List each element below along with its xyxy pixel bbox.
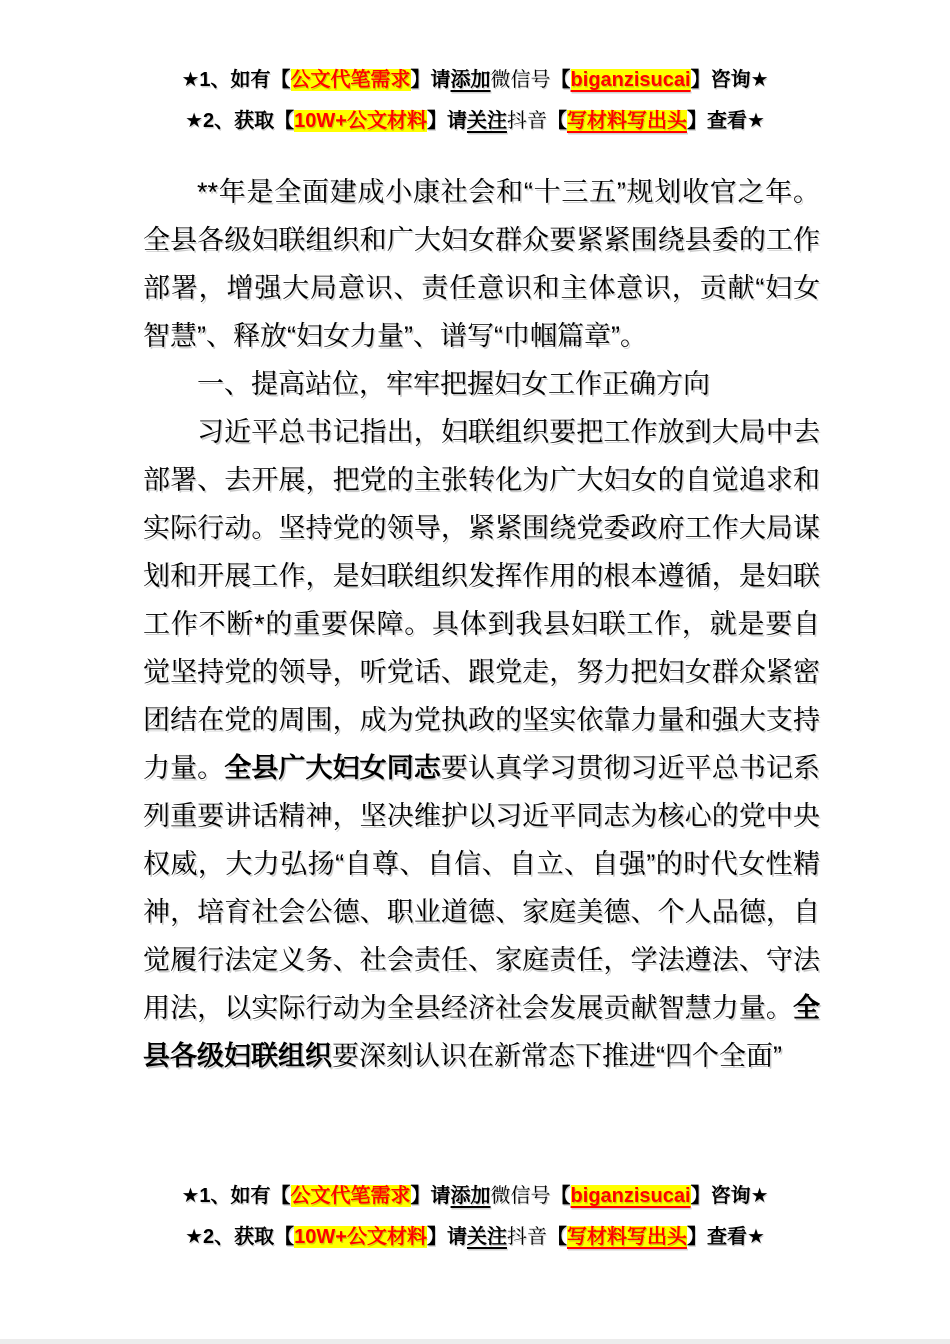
text-segment: 【: [550, 69, 571, 91]
text-segment: 添加: [450, 1185, 491, 1207]
text-segment: 【: [546, 1226, 567, 1248]
text-segment: 要认真学习贯彻习近平总书记系列重要讲话精神，坚决维护以习近平同志为核心的党中央权威，大力弘扬“自尊、自信、自立、自强”的时代女性精神，培育社会公德、职业道德、家庭美德、个人品德，自觉履行法定义务、社会责任、家庭责任，学法遵法、守法用法，以实际行动为全县经济社会发展贡献智慧力量。: [143, 753, 821, 1023]
text-segment: ★1、如有【: [181, 69, 291, 91]
text-segment: 微信号: [490, 69, 551, 91]
paragraph-intro: **年是全面建成小康社会和“十三五”规划收官之年。全县各级妇联组织和广大妇女群众要紧紧围绕县委的工作部署，增强大局意识、责任意识和主体意识，贡献“妇女智慧”、释放“妇女力量”、谱写“巾帼篇章”。: [143, 177, 820, 351]
text-segment: 关注: [466, 110, 507, 132]
text-segment: 关注: [466, 1226, 507, 1248]
text-segment: 10W+公文材料: [294, 1226, 427, 1248]
text-segment: ★2、获取【: [185, 110, 295, 132]
text-segment: 公文代笔需求: [290, 69, 411, 91]
text-segment: biganzisucai: [570, 1185, 691, 1207]
promo-line-2: [0, 1217, 950, 1258]
text-segment: 添加: [450, 69, 491, 91]
text-segment: 抖音: [506, 110, 547, 132]
page-bottom-edge: [0, 1339, 950, 1344]
text-segment: ★1、如有【: [181, 1185, 291, 1207]
text-segment: 抖音: [506, 1226, 547, 1248]
text-segment: 公文代笔需求: [290, 1185, 411, 1207]
paragraph-section-1: [143, 408, 820, 1080]
document-body: [143, 168, 820, 1080]
text-segment: 要深刻认识在新常态下推进“四个全面”: [332, 1041, 782, 1071]
promo-header: [0, 60, 950, 142]
text-segment: 【: [546, 110, 567, 132]
promo-line-1: [0, 1176, 950, 1217]
promo-footer: [0, 1176, 950, 1258]
text-segment: 【: [550, 1185, 571, 1207]
text-segment: 全县广大妇女同志: [224, 753, 441, 783]
section-heading: 一、提高站位，牢牢把握妇女工作正确方向: [197, 369, 710, 399]
text-segment: 写材料写出头: [566, 110, 687, 132]
text-segment: biganzisucai: [570, 69, 691, 91]
text-segment: 写材料写出头: [566, 1226, 687, 1248]
text-segment: 】请: [426, 1226, 467, 1248]
promo-line-1: [0, 60, 950, 101]
text-segment: 】查看★: [686, 1226, 765, 1248]
text-segment: 】请: [410, 1185, 451, 1207]
text-segment: 】查看★: [686, 110, 765, 132]
text-segment: 微信号: [490, 1185, 551, 1207]
promo-line-2: [0, 101, 950, 142]
text-segment: ★2、获取【: [185, 1226, 295, 1248]
text-segment: 10W+公文材料: [294, 110, 427, 132]
text-segment: 】咨询★: [690, 69, 769, 91]
text-segment: 】请: [426, 110, 467, 132]
text-segment: 】咨询★: [690, 1185, 769, 1207]
text-segment: 全县各级妇联组织: [143, 993, 820, 1071]
text-segment: 】请: [410, 69, 451, 91]
text-segment: 习近平总书记指出，妇联组织要把工作放到大局中去部署、去开展，把党的主张转化为广大妇女的自觉追求和实际行动。坚持党的领导，紧紧围绕党委政府工作大局谋划和开展工作，是妇联组织发挥作用的根本遵循，是妇联工作不断*的重要保障。具体到我县妇联工作，就是要自觉坚持党的领导，听党话、跟党走，努力把妇女群众紧密团结在党的周围，成为党执政的坚实依靠力量和强大支持力量。: [143, 417, 820, 783]
